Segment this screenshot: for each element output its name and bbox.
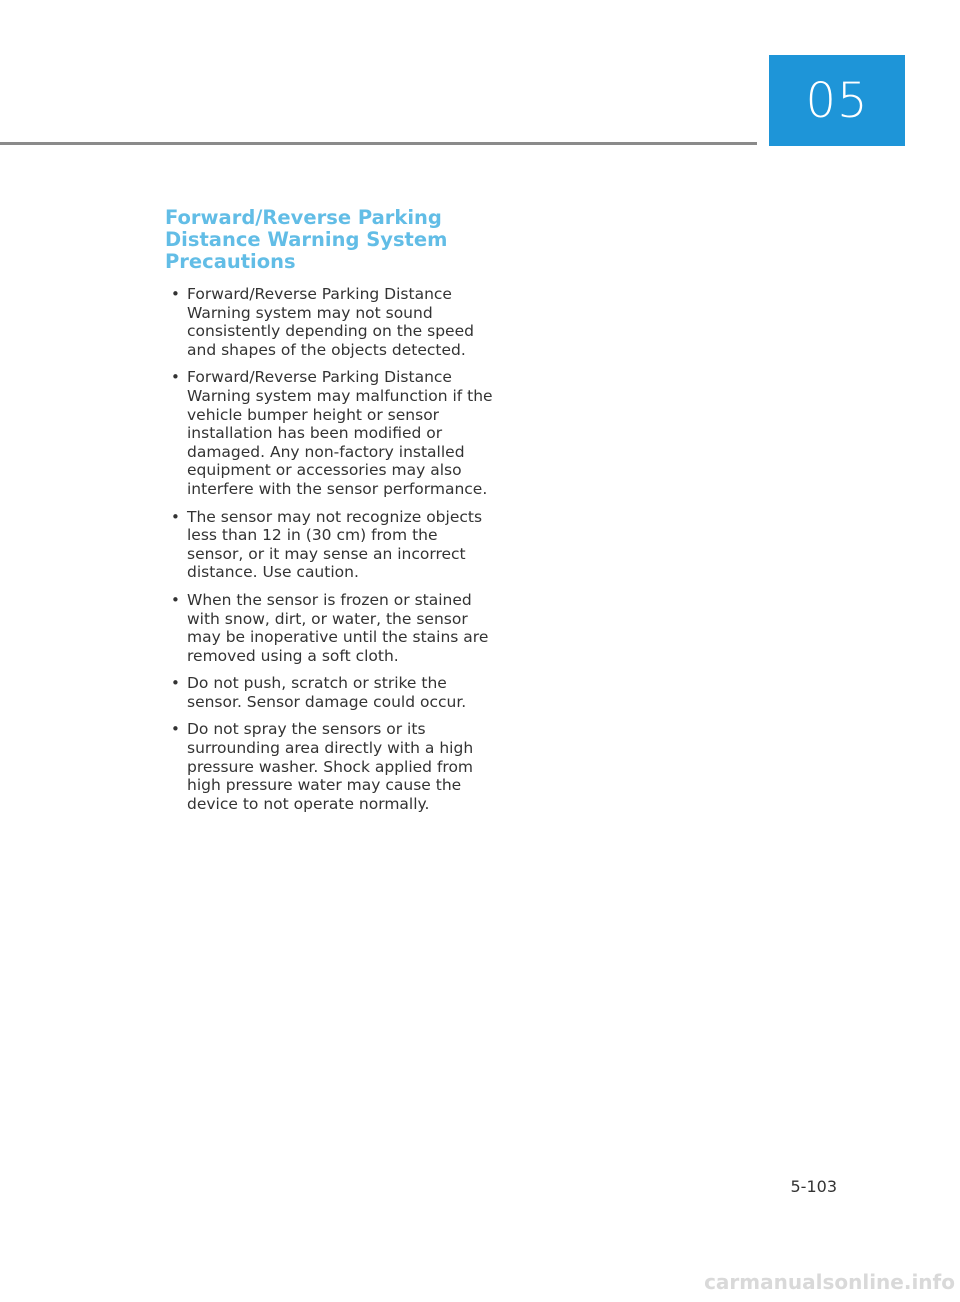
header-rule [0, 142, 757, 145]
chapter-tab: 05 [769, 55, 905, 146]
bullet-icon: • [171, 720, 180, 739]
list-item [165, 674, 495, 711]
page-number: 5-103 [790, 1177, 837, 1196]
list-item [165, 285, 495, 359]
list-item [165, 508, 495, 582]
section-heading: Forward/Reverse Parking Distance Warning System Precautions [165, 206, 448, 273]
list-item [165, 720, 495, 813]
list-item-text: Do not push, scratch or strike the sensor. Sensor damage could occur. [187, 674, 467, 711]
bullet-icon: • [171, 285, 180, 303]
list-item-text: Forward/Reverse Parking Distance Warning system may malfunction if the vehicle bumper height or sensor installation has been modified or damaged. Any non-factory installed equipment or accessories may also interfere with the sensor performance. [187, 368, 493, 498]
list-item [165, 591, 495, 665]
precautions-list [165, 285, 495, 813]
precautions-section [165, 207, 495, 822]
bullet-icon: • [171, 368, 180, 387]
list-item-text: Do not spray the sensors or its surrounding area directly with a high pressure washer. Shock applied from high pressure water may cause the device to not operate normally. [187, 720, 474, 813]
bullet-icon: • [171, 674, 180, 693]
list-item [165, 368, 495, 498]
list-item-text: When the sensor is frozen or stained with snow, dirt, or water, the sensor may be inoperative until the stains are removed using a soft cloth. [187, 590, 489, 665]
list-item-text: The sensor may not recognize objects less than 12 in (30 cm) from the sensor, or it may sense an incorrect distance. Use caution. [187, 507, 483, 582]
list-item-text: Forward/Reverse Parking Distance Warning system may not sound consistently depending on the speed and shapes of the objects detected. [187, 285, 474, 359]
bullet-icon: • [171, 507, 180, 526]
bullet-icon: • [171, 590, 180, 609]
watermark: carmanualsonline.info [704, 1270, 955, 1294]
